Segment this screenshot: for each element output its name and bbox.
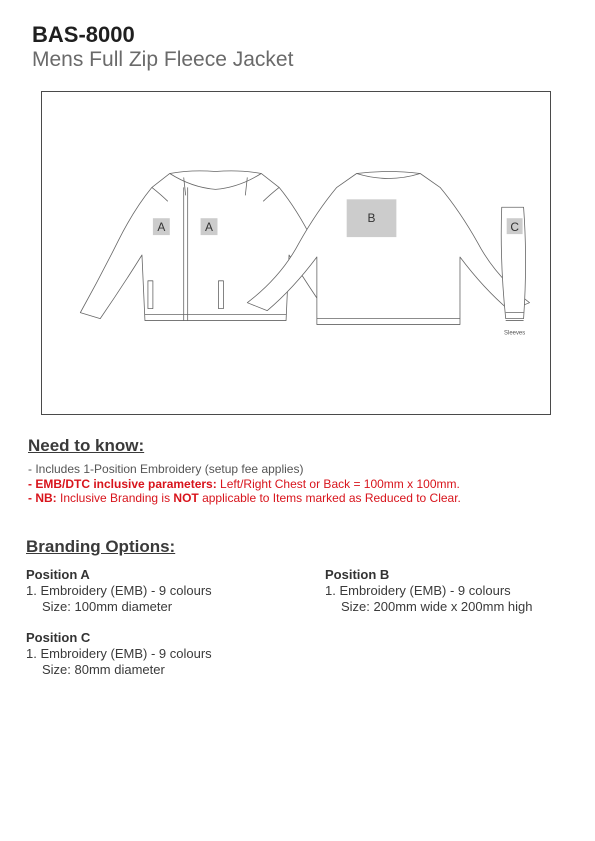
note-inclusive-parameters-label: - EMB/DTC inclusive parameters: (28, 477, 217, 491)
position-b-size: Size: 200mm wide x 200mm high (341, 599, 533, 614)
position-a-size: Size: 100mm diameter (42, 599, 173, 614)
note-setup-fee: - Includes 1-Position Embroidery (setup fee applies) (28, 462, 304, 476)
note-inclusive-parameters-text: Left/Right Chest or Back = 100mm x 100mm. (216, 477, 460, 491)
branding-options-heading: Branding Options: (26, 537, 176, 556)
position-c-block (26, 630, 212, 678)
note-nb (28, 491, 461, 505)
position-a-heading: Position A (26, 567, 90, 582)
product-code: BAS-8000 (32, 22, 135, 47)
garment-diagram (41, 91, 551, 415)
note-nb-text-2: applicable to Items marked as Reduced to Clear. (198, 491, 461, 505)
position-c-size: Size: 80mm diameter (42, 662, 165, 677)
position-b-method: 1. Embroidery (EMB) - 9 colours (325, 583, 511, 598)
note-inclusive-parameters (28, 477, 460, 491)
zone-a-left-label: A (157, 220, 166, 235)
sleeve-caption: Sleeves (504, 330, 526, 337)
zone-c-label: C (510, 220, 519, 235)
note-nb-label: - NB: (28, 491, 57, 505)
position-b-block (325, 567, 532, 615)
note-nb-not: NOT (173, 491, 199, 505)
product-title: Mens Full Zip Fleece Jacket (32, 48, 294, 71)
garment-drawing (42, 92, 550, 414)
zone-a-right-label: A (205, 220, 214, 235)
position-a-block (26, 567, 212, 615)
need-to-know-heading: Need to know: (28, 436, 145, 455)
position-c-heading: Position C (26, 630, 91, 645)
position-a-method: 1. Embroidery (EMB) - 9 colours (26, 583, 212, 598)
note-nb-text-1: Inclusive Branding is (56, 491, 174, 505)
zone-b-label: B (367, 211, 376, 226)
position-c-method: 1. Embroidery (EMB) - 9 colours (26, 646, 212, 661)
position-b-heading: Position B (325, 567, 390, 582)
